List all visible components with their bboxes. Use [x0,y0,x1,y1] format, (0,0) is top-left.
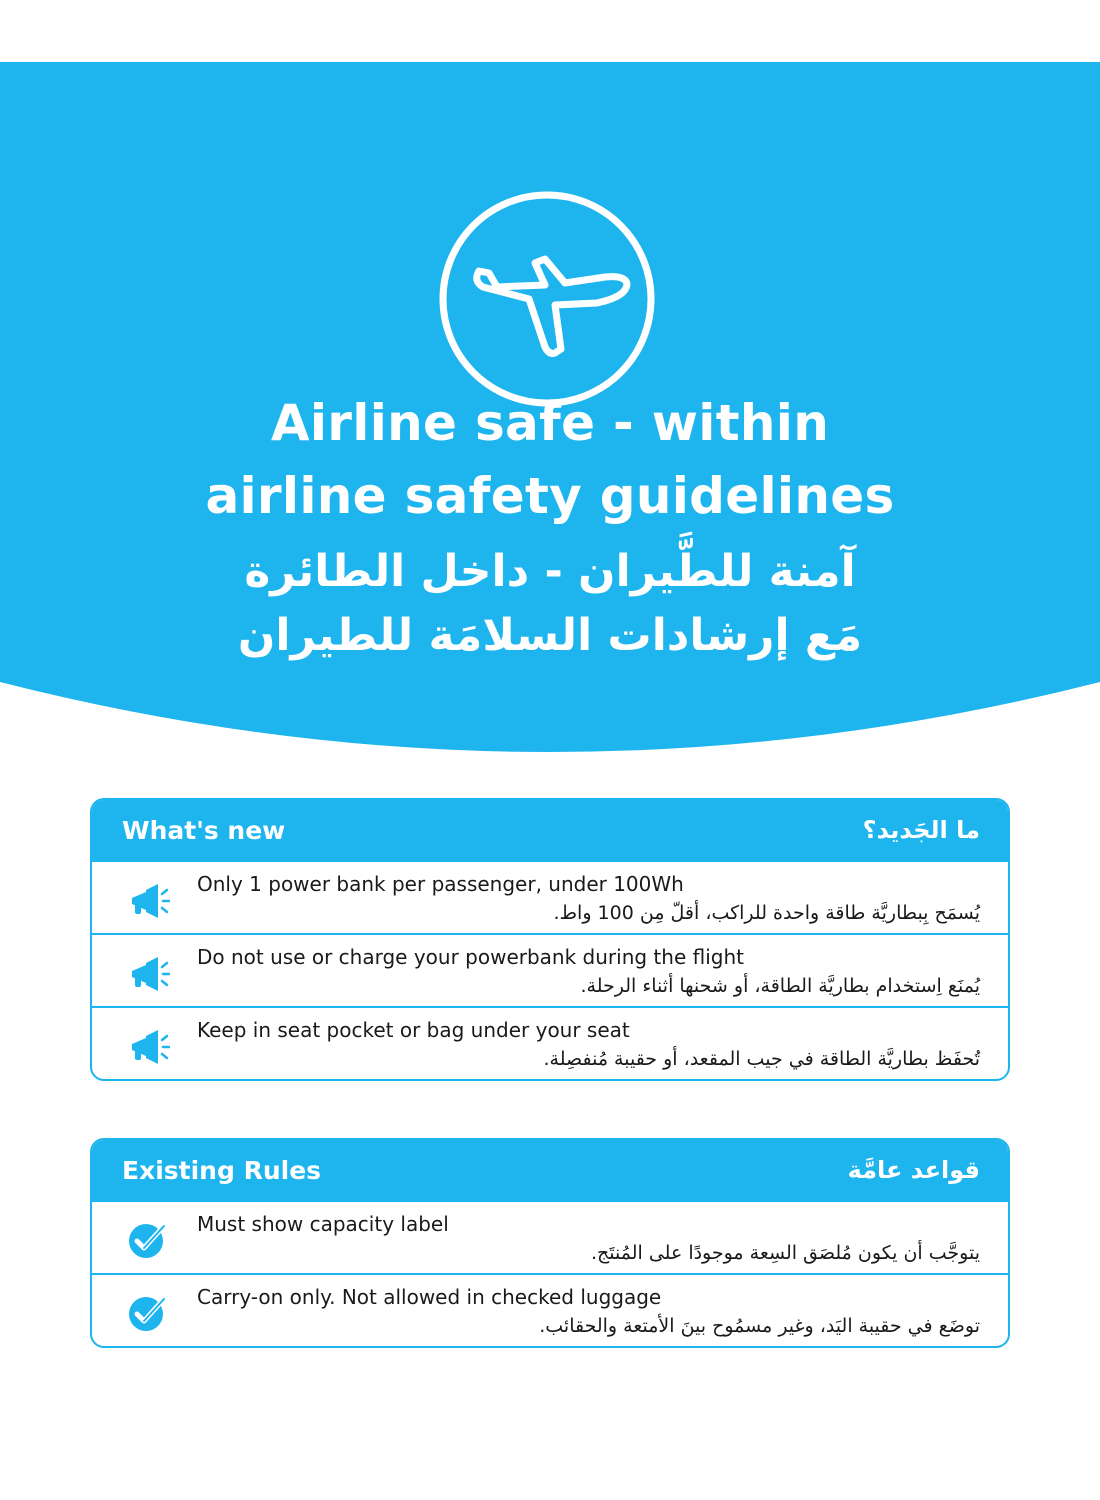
whats-new-title-ar: ما الجَديد؟ [862,816,980,844]
list-item [92,933,1008,1006]
megaphone-icon [126,951,170,995]
hero-banner [0,62,1100,752]
airplane-icon [437,189,657,409]
list-item [92,1273,1008,1346]
rule-text-ar: يُسمَح بِبطاريَّة طاقة واحدة للراكب، أقلّ مِن 100 واط. [553,902,980,924]
checkmark-icon [126,1291,170,1335]
whats-new-title: What's new [122,815,286,845]
megaphone-icon [126,878,170,922]
whats-new-card [90,798,1010,1081]
megaphone-icon [126,1024,170,1068]
rule-text-ar: يتوجَّب أن يكون مُلصَق السِعة موجودًا على المُنتَج. [590,1242,980,1264]
hero-title-en-line2: airline safety guidelines [205,467,895,525]
whats-new-header [92,800,1008,860]
rule-text-en: Carry-on only. Not allowed in checked luggage [197,1285,662,1309]
list-item [92,860,1008,933]
existing-rules-header [92,1140,1008,1200]
existing-rules-title: Existing Rules [122,1155,322,1185]
list-item [92,1200,1008,1273]
existing-rules-title-ar: قواعد عامَّة [847,1156,980,1184]
rule-text-ar: توضَع في حقيبة اليَد، وغير مسمُوح بينَ الأمتعة والحقائب. [539,1315,980,1337]
rule-text-en: Only 1 power bank per passenger, under 100Wh [197,872,684,896]
rule-text-en: Keep in seat pocket or bag under your seat [197,1018,630,1042]
hero-title-en [0,387,1100,533]
rule-text-en: Must show capacity label [197,1212,449,1236]
checkmark-icon [126,1218,170,1262]
list-item [92,1006,1008,1079]
rule-text-en: Do not use or charge your powerbank during the flight [197,945,744,969]
rule-text-ar: يُمنَع اِستخدام بطاريَّة الطاقة، أو شحنها أثناء الرحلة. [580,975,980,997]
hero-title-ar-line2: مَع إرشادات السلامَة للطيران [237,610,863,661]
existing-rules-card [90,1138,1010,1348]
rule-text-ar: تُحفَظ بطاريَّة الطاقة في جيب المقعد، أو حقيبة مُنفصِلة. [543,1048,980,1070]
hero-title-en-line1: Airline safe - within [270,394,830,452]
hero-title-ar-line1: آمنة للطَّيران - داخل الطائرة [244,546,856,597]
hero-title-ar [0,540,1100,668]
